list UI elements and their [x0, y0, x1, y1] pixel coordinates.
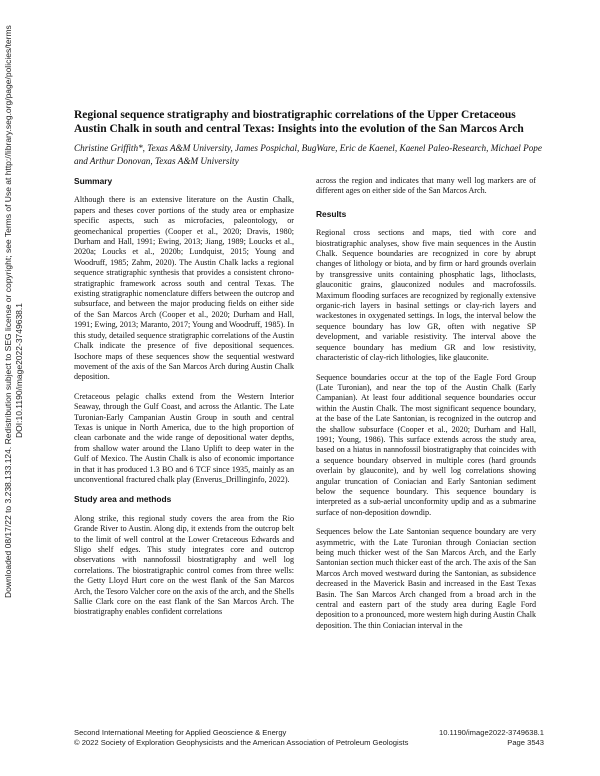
meeting-name: Second International Meeting for Applied Geoscience & Energy [74, 728, 287, 737]
left-column [74, 176, 294, 627]
study-area-continued: across the region and indicates that many well log markers are of different ages on either side of the San Marcos Arch. [316, 176, 536, 196]
summary-heading: Summary [74, 176, 113, 186]
summary-paragraph-1: Although there is an extensive literature on the Austin Chalk, papers and theses cover portions of the study area or emphasize specific aspects, such as microfacies, paleontology, or geomechanical properties (Cooper et al., 2020; Dravis, 1980; Durham and Hall, 1991; Ewing, 2013; Jiang, 1989; Loucks et al., 2020a; Loucks et al., 2020b; Lundquist, 2015; Young and Woodruff, 1985; Zahm, 2020). The Austin Chalk lacks a regional sequence stratigraphic synthesis that provides a consistent chrono-stratigraphic framework across south and central Texas. The existing stratigraphic nomenclature differs between the outcrop and subsurface, and between the major producing fields on either side of the San Marcos Arch (Cooper et al., 2020; Durham and Hall, 1991; Ewing, 2013; Maranto, 2017; Young and Woodruff, 1985). In this study, detailed sequence stratigraphic correlations of the Austin Chalk indicate the presence of five depositional sequences. Isochore maps of these sequences show the sequential westward movement of the axis of the San Marcos Arch during Austin Chalk deposition. [74, 195, 294, 382]
study-area-paragraph: Along strike, this regional study covers the area from the Rio Grande River to Austin. Along dip, it extends from the outcrop belt to the limit of well control at the Lower Cretaceous Edwards and Sligo shelf edges. This study integrates core and outcrop observations with nannofossil biostratigraphy and well log correlations. The biostratigraphic control comes from three wells: the Getty Lloyd Hurt core on the west flank of the San Marcos Arch, the Tesoro Valcher core on the axis of the arch, and the Shells Sallie Clark core on the east flank of the San Marcos Arch. The biostratigraphy enables confident correlations [74, 513, 294, 617]
results-paragraph-3: Sequences below the Late Santonian sequence boundary are very asymmetric, with the Late Turonian through Coniacian section being much thicker west of the San Marcos Arch, and the Early Santonian section much thicker east of the arch. The axis of the San Marcos Arch moved westward during the Santonian, as subsidence decreased in the Maverick Basin and increased in the East Texas Basin. The San Marcos Arch changed from a broad arch in the central and eastern part of the study area during Eagle Ford deposition to a pronounced, more western high during Austin Chalk deposition. The thin Coniacian interval in the [316, 527, 536, 630]
summary-paragraph-2: Cretaceous pelagic chalks extend from the Western Interior Seaway, through the Gulf Coast, and across the Atlantic. The Late Turonian-Early Campanian Austin Group in south and central Texas is unique in North America, due to the high proportion of clean carbonate and the wide range of depositional water depths, from shallow water around the Llano Uplift to deep water in the Gulf of Mexico. The Austin Chalk is also of economic importance in that it has produced 1.3 BO and 6 TCF since 1935, mainly as an unconventional fractured chalk play (Enverus_Drillinginfo, 2022). [74, 391, 294, 484]
results-paragraph-2: Sequence boundaries occur at the top of the Eagle Ford Group (Late Turonian), and near the top of the Austin Chalk (Early Campanian). At least four additional sequence boundaries occur within the Austin Chalk. The most significant sequence boundary, at the base of the Late Santonian, is recognized in the outcrop and the shallow subsurface (Cooper et al., 2020; Durham and Hall, 1991; Young, 1986). This surface extends across the study area, based on a hiatus in nannofossil biostratigraphy that coincides with a sequence boundary observed in multiple cores (hard grounds overlain by glauconite), and by well log correlations showing angular truncation of Coniacian and Early Santonian sediment below the sequence boundary. This sequence boundary is interpreted as a sub-aerial unconformity updip and as a submarine surface of non-deposition downdip. [316, 372, 536, 517]
results-heading: Results [316, 208, 347, 219]
download-notice [3, 8, 29, 598]
download-notice-line: Downloaded 08/17/22 to 3.238.133.124. Redistribution subject to SEG license or copyright; see Terms of Use at http://library.seg.org/page/policies/terms [3, 25, 13, 598]
results-paragraph-1: Regional cross sections and maps, tied with core and biostratigraphic analyses, show five main sequences in the Austin Chalk. Sequence boundaries are recognized in core by abrupt changes of lithology or biota, and by firm or hard grounds overlain by transgressive units containing phosphatic lags, lithoclasts, glauconitic grains, glauconized nodules and macrofossils. Maximum flooding surfaces are recognized by regionally extensive organic-rich layers in basinal settings or clay-rich layers and wackestones in oxygenated settings. In logs, the interval below the sequence boundary has low GR, often with negative SP development, and variable resistivity. The interval above the sequence boundary has medium GR and low resistivity, characteristic of clay-rich lithologies, like glauconite. [316, 228, 536, 363]
page-number: Page 3543 [507, 738, 544, 747]
paper-title: Regional sequence stratigraphy and biostratigraphic correlations of the Upper Cretaceous Austin Chalk in south and central Texas: Insights into the evolution of the San Marcos Arch [74, 109, 524, 135]
study-area-heading: Study area and methods [74, 494, 172, 505]
author-list: Christine Griffith*, Texas A&M University, James Pospichal, BugWare, Eric de Kaenel, Kaenel Paleo-Research, Michael Pope and Arthur Donovan, Texas A&M University [74, 143, 542, 166]
doi-notice-line: DOI:10.1190/image2022-3749638.1 [14, 303, 24, 438]
download-notice-text [3, 8, 25, 598]
footer-doi: 10.1190/image2022-3749638.1 [439, 728, 544, 737]
right-column [316, 176, 536, 640]
page-footer [74, 728, 544, 748]
copyright-notice: © 2022 Society of Exploration Geophysicists and the American Association of Petroleum Geologists [74, 738, 409, 747]
